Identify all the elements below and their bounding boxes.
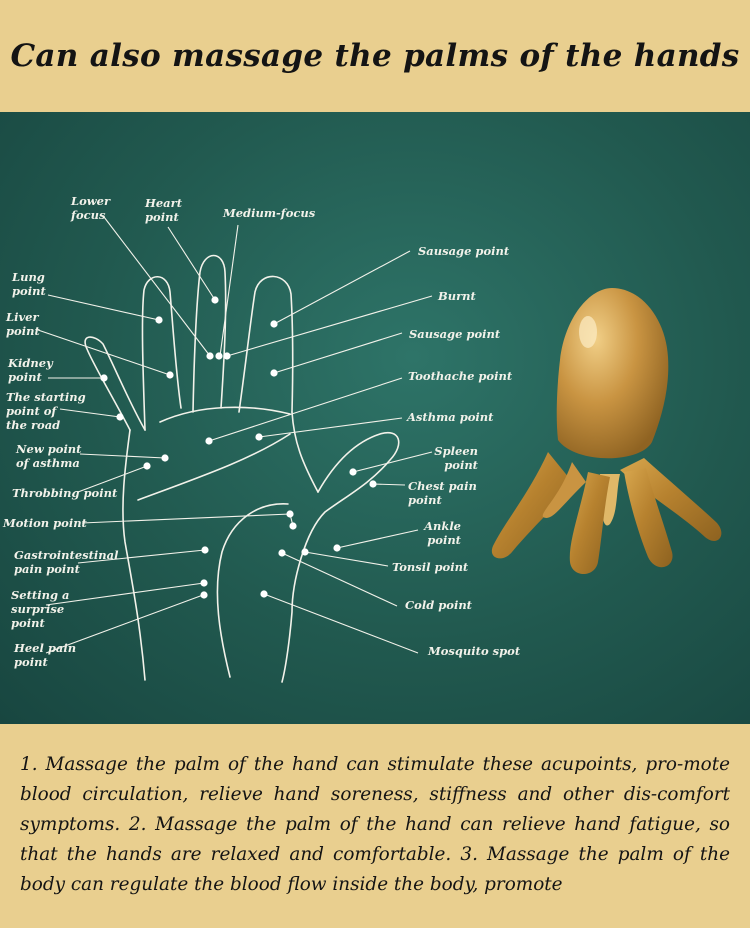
label-asthma-point: Asthma point — [407, 410, 494, 424]
label-sausage-point: Sausage point — [409, 327, 501, 341]
label-new-point-asthma: New point of asthma — [16, 442, 82, 470]
octopus-massager-image — [492, 288, 722, 574]
label-throbbing-point: Throbbing point — [12, 486, 118, 500]
label-sausage-point-top: Sausage point — [418, 244, 510, 258]
label-motion-point: Motion point — [3, 516, 87, 530]
header-banner — [0, 0, 750, 112]
description-panel — [0, 724, 750, 928]
chalkboard-diagram — [0, 112, 750, 724]
label-setting-surprise-point: Setting a surprise point — [11, 588, 70, 630]
hand-diagram-svg — [0, 112, 750, 724]
label-starting-point-road: The starting point of the road — [6, 390, 86, 432]
label-liver-point: Liver point — [6, 310, 40, 338]
label-toothache-point: Toothache point — [408, 369, 513, 383]
label-gastrointestinal-pain-point: Gastrointestinal pain point — [14, 548, 119, 576]
label-tonsil-point: Tonsil point — [392, 560, 469, 574]
leader-lines — [38, 217, 432, 653]
page-title: Can also massage the palms of the hands — [10, 38, 740, 74]
label-lung-point: Lung point — [12, 270, 46, 298]
label-medium-focus: Medium-focus — [223, 206, 316, 220]
label-mosquito-spot: Mosquito spot — [428, 644, 521, 658]
label-spleen-point: Spleen point — [434, 444, 478, 472]
label-chest-pain-point: Chest pain point — [408, 479, 477, 507]
description-text: 1. Massage the palm of the hand can stimulate these acupoints, pro-mote blood circulation, relieve hand soreness, stiffness and other dis-comfort symptoms. 2. Massage the palm of the hand can relieve hand fatigue, so that the hands are relaxed and comfortable. 3. Massage the palm of the body can regulate the blood flow inside the body, promote — [20, 754, 730, 895]
label-heart-point: Heart point — [145, 196, 183, 224]
label-kidney-point: Kidney point — [8, 356, 53, 384]
label-lower-focus: Lower focus — [71, 194, 111, 222]
label-cold-point: Cold point — [405, 598, 472, 612]
label-ankle-point: Ankle point — [424, 519, 461, 547]
label-burnt: Burnt — [438, 289, 476, 303]
label-heel-pain-point: Heel pain point — [14, 641, 77, 669]
